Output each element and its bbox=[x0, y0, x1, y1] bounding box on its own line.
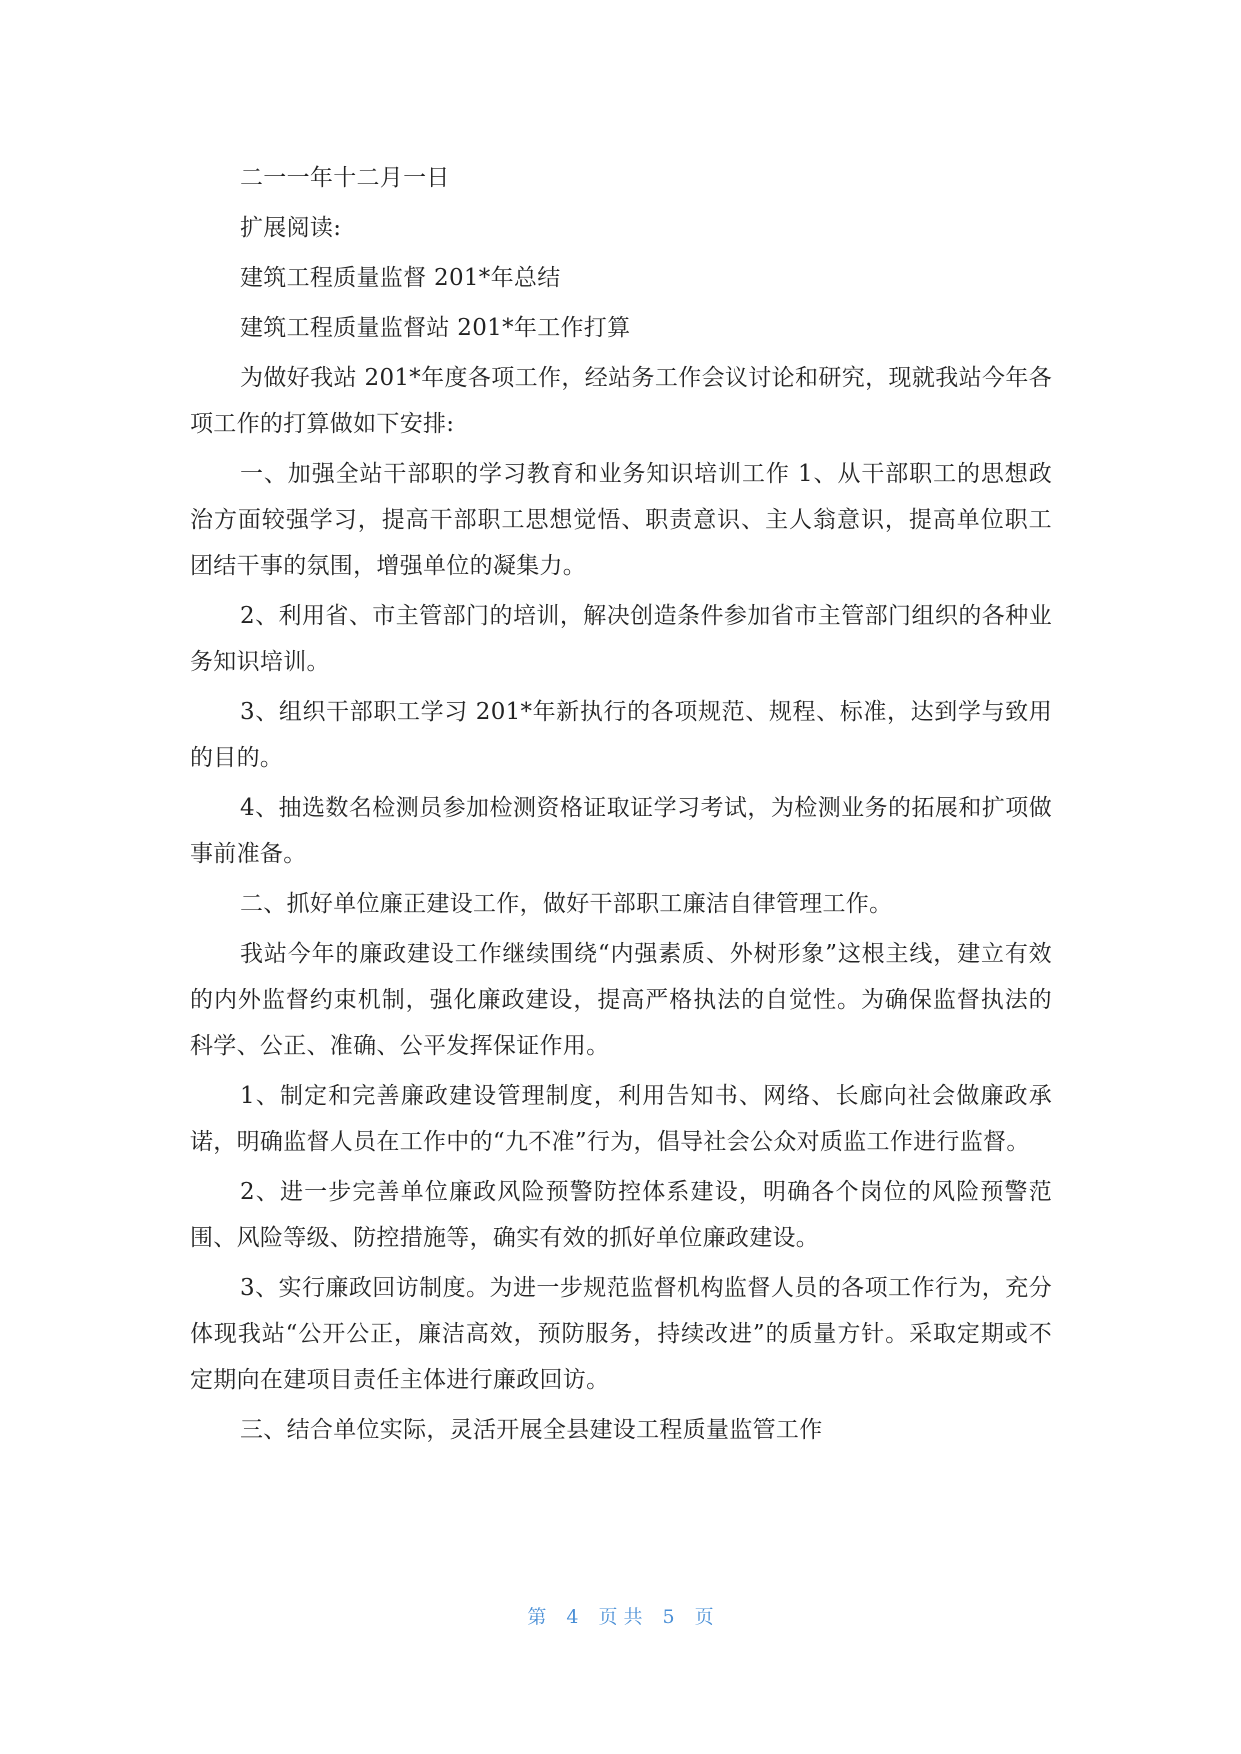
related-title-2: 建筑工程质量监督站 201*年工作打算 bbox=[240, 315, 631, 341]
paragraph-item-2-3: 3、实行廉政回访制度。为进一步规范监督机构监督人员的各项工作行为，充分体现我站“公开公正，廉洁高效，预防服务，持续改进”的质量方针。采取定期或不定期向在建项目责任主体进行廉政回访。 bbox=[190, 1275, 1052, 1393]
footer-mid: 页 共 bbox=[598, 1606, 643, 1628]
paragraph-section-2: 二、抓好单位廉正建设工作，做好干部职工廉洁自律管理工作。 bbox=[240, 891, 893, 917]
extended-reading-label: 扩展阅读: bbox=[240, 215, 342, 241]
footer-prefix: 第 bbox=[527, 1606, 547, 1628]
paragraph-intro: 为做好我站 201*年度各项工作，经站务工作会议讨论和研究，现就我站今年各项工作的打算做如下安排: bbox=[190, 365, 1052, 437]
paragraph-item-2-1: 1、制定和完善廉政建设管理制度，利用告知书、网络、长廊向社会做廉政承诺，明确监督人员在工作中的“九不准”行为，倡导社会公众对质监工作进行监督。 bbox=[190, 1083, 1052, 1155]
page-footer bbox=[0, 1602, 1241, 1629]
paragraph-item-2-2: 2、进一步完善单位廉政风险预警防控体系建设，明确各个岗位的风险预警范围、风险等级、防控措施等，确实有效的抓好单位廉政建设。 bbox=[190, 1179, 1052, 1251]
footer-suffix: 页 bbox=[694, 1606, 714, 1628]
paragraph-section-1: 一、加强全站干部职的学习教育和业务知识培训工作 1、从干部职工的思想政治方面较强学习，提高干部职工思想觉悟、职责意识、主人翁意识，提高单位职工团结干事的氛围，增强单位的凝集力。 bbox=[190, 461, 1052, 579]
total-pages-number: 5 bbox=[662, 1606, 675, 1628]
paragraph-section-2-body: 我站今年的廉政建设工作继续围绕“内强素质、外树形象”这根主线，建立有效的内外监督约束机制，强化廉政建设，提高严格执法的自觉性。为确保监督执法的科学、公正、准确、公平发挥保证作用。 bbox=[190, 941, 1052, 1059]
paragraph-section-3: 三、结合单位实际，灵活开展全县建设工程质量监管工作 bbox=[240, 1417, 823, 1443]
paragraph-item-1-4: 4、抽选数名检测员参加检测资格证取证学习考试，为检测业务的拓展和扩项做事前准备。 bbox=[190, 795, 1052, 867]
paragraph-item-1-2: 2、利用省、市主管部门的培训，解决创造条件参加省市主管部门组织的各种业务知识培训。 bbox=[190, 603, 1052, 675]
date-line: 二一一年十二月一日 bbox=[240, 165, 450, 191]
paragraph-item-1-3: 3、组织干部职工学习 201*年新执行的各项规范、规程、标准，达到学与致用的目的。 bbox=[190, 699, 1052, 771]
current-page-number: 4 bbox=[566, 1606, 579, 1628]
document-body bbox=[190, 155, 1052, 1457]
related-title-1: 建筑工程质量监督 201*年总结 bbox=[240, 265, 561, 291]
